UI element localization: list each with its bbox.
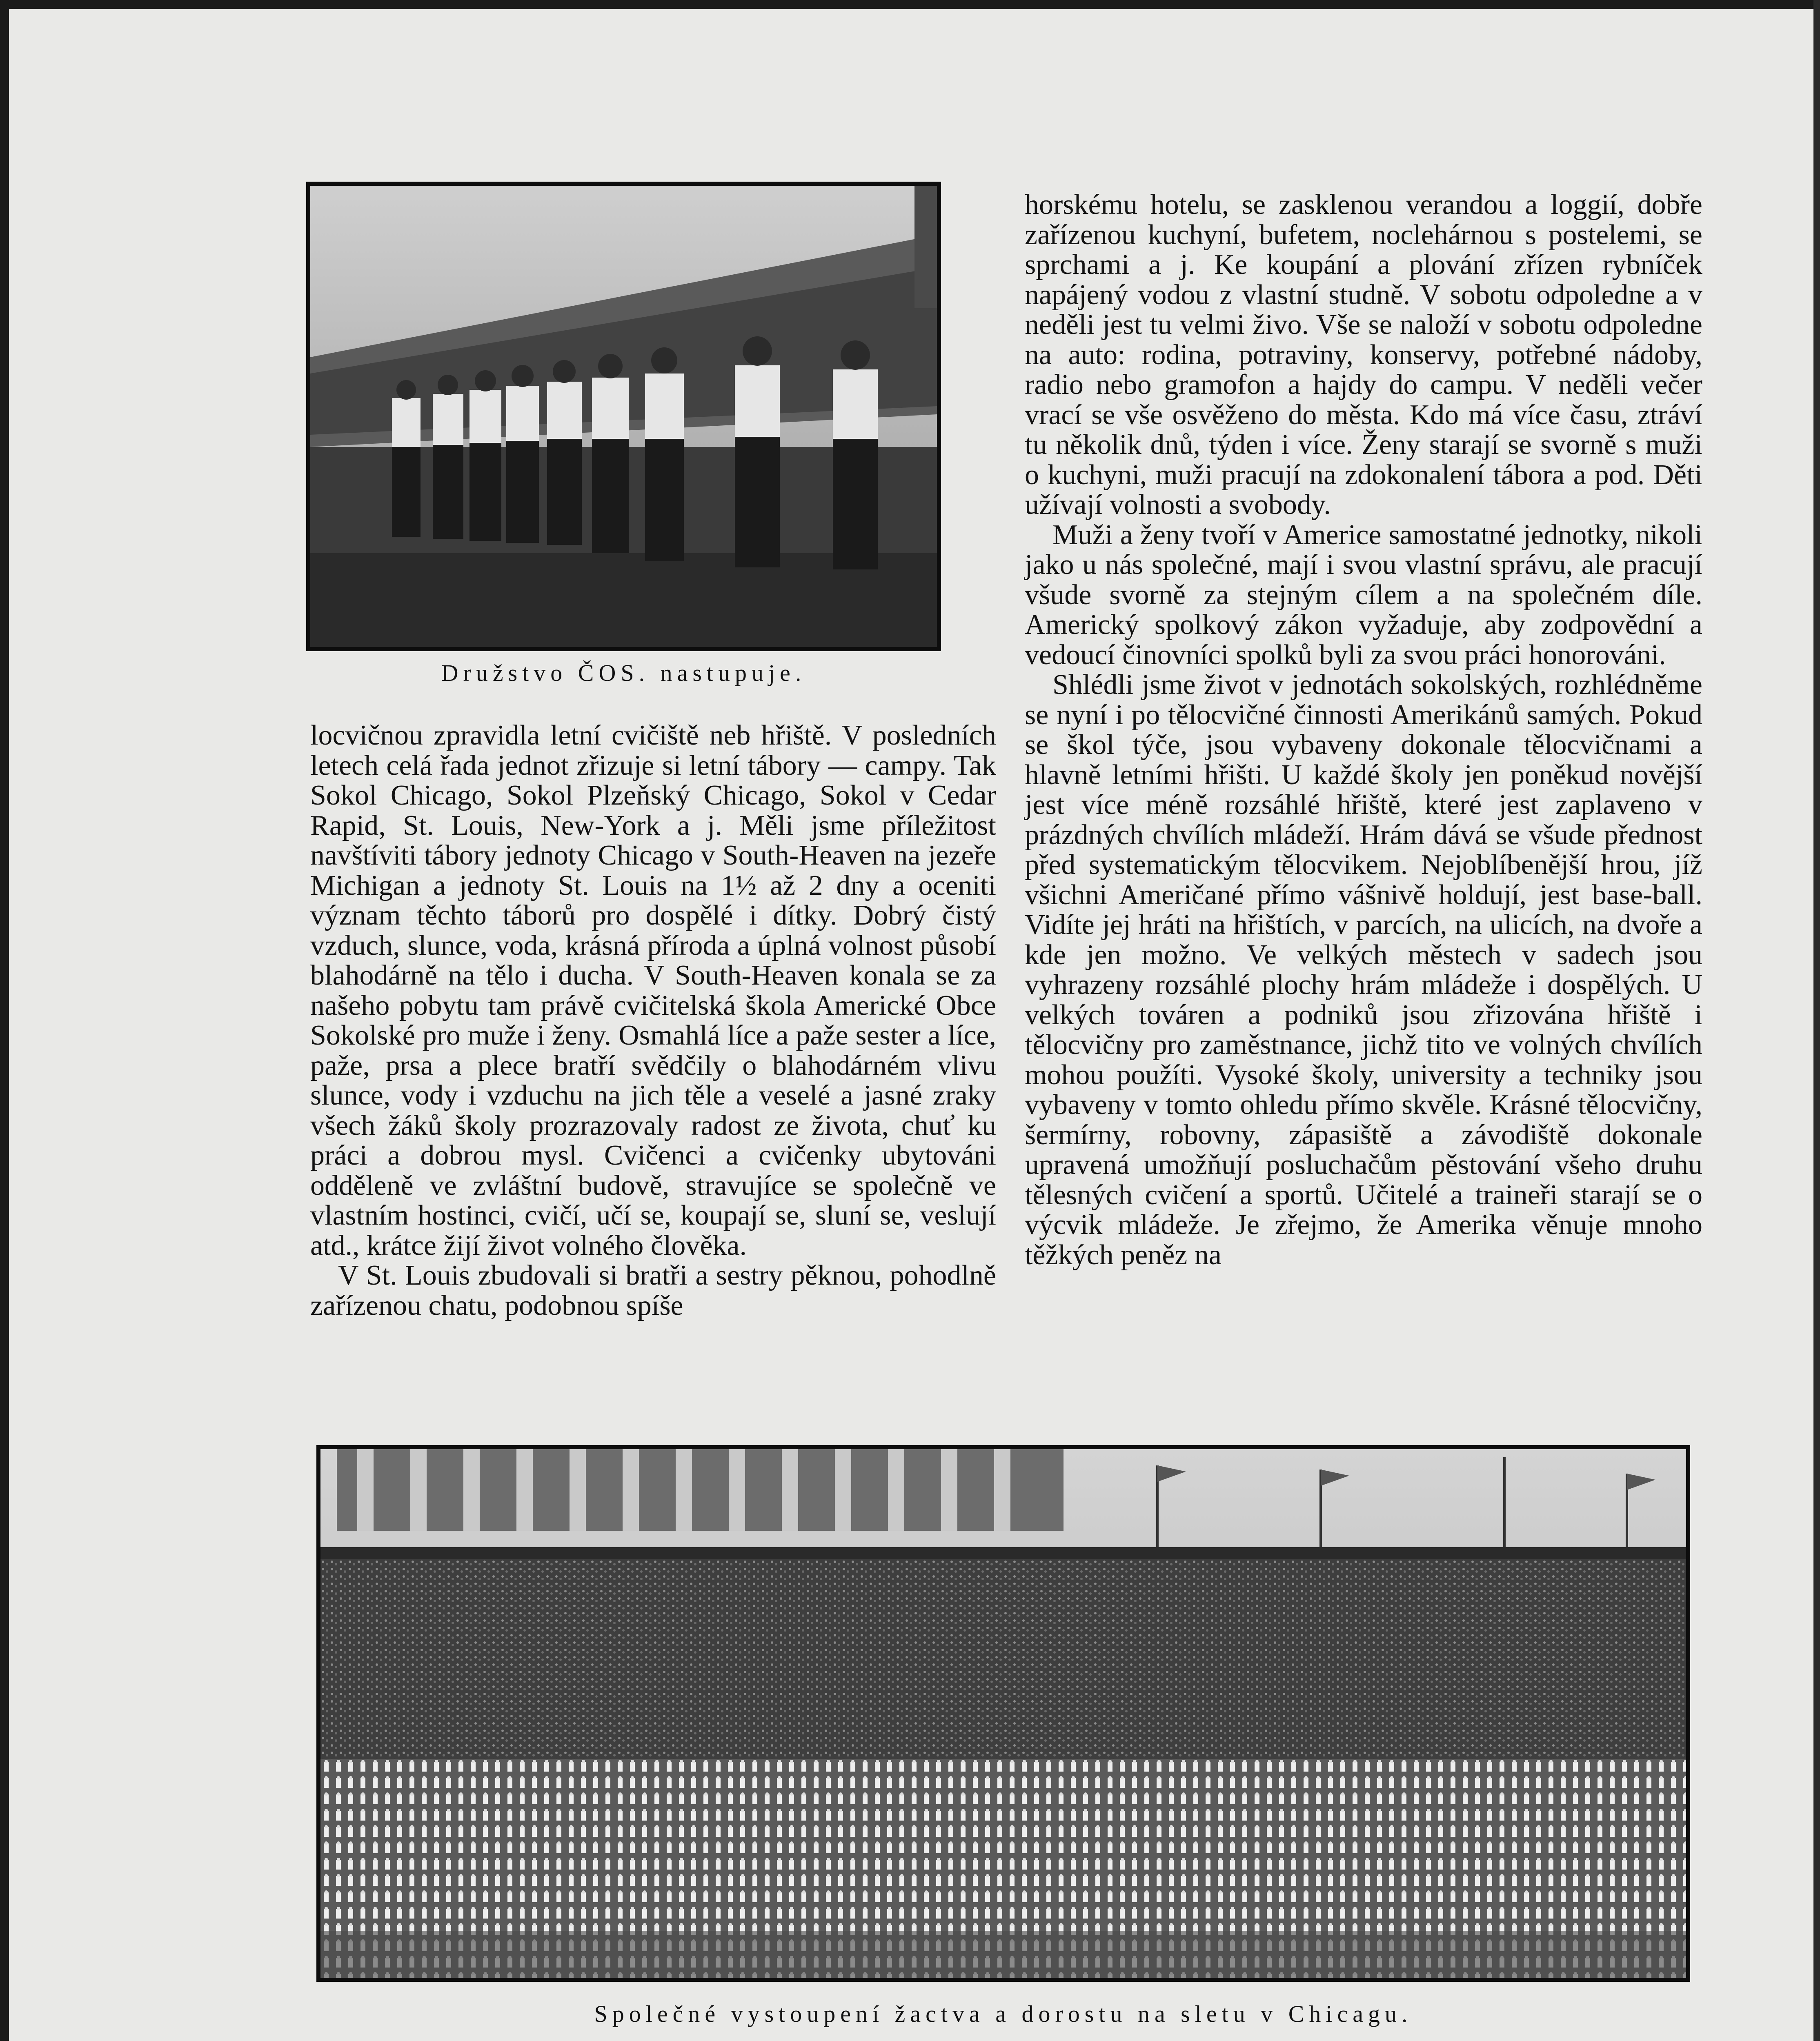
scan-edge-left	[0, 0, 9, 2041]
photo-stadium-performance-image	[320, 1449, 1686, 1978]
photo-stadium-performance-caption: Společné vystoupení žactva a dorostu na sletu v Chicagu.	[594, 2001, 1413, 2027]
right-paragraph-2: Muži a ženy tvoří v Americe samostatné jednotky, nikoli jako u nás společné, mají i svou vlastní správu, ale pracují všude svorně za stejným cílem a na společném díle. Americký spolkový zákon vyžaduje, aby zodpovědní a vedoucí činovníci spolků byli za svou práci honorováni.	[1025, 519, 1702, 671]
scan-edge-right	[1813, 0, 1820, 2041]
scan-edge-top	[0, 0, 1820, 9]
right-paragraph-3: Shlédli jsme život v jednotách sokolských, rozhlédněme se nyní i po tělocvičné činnosti Amerikánů samých. Pokud se škol týče, jsou vybaveny dokonale tělocvičnami a hlavně letními hřišti. U každé školy jen poněkud novější jest více méně rozsáhlé hřiště, které jest zaplaveno v prázdných chvílích mládeží. Hrám dává se všude přednost před systematickým tělocvikem. Nejoblíbenější hrou, jíž všichni Američané přímo vášnivě holdují, jest base-ball. Vidíte jej hráti na hřištích, v parcích, na ulicích, na dvoře a kde jen možno. Ve velkých městech v sadech jsou vyhrazeny rozsáhlé plochy hrám mládeže i dospělých. U velkých továren a podniků jsou zřizována hřiště i tělocvičny pro zaměstnance, jichž tito ve volných chvílích mohou použíti. Vysoké školy, university a techniky jsou vybaveny v tomto ohledu přímo skvěle. Krásné tělocvičny, šermírny, robovny, zápasiště a závodiště dokonale upravená umožňují posluchačům pěstování všeho druhu tělesných cvičení a sportů. Učitelé a traineři starají se o výcvik mládeže. Je zřejmo, že Amerika věnuje mnoho těžkých peněz na	[1025, 669, 1702, 1271]
left-paragraph-1: locvičnou zpravidla letní cvičiště neb hřiště. V posledních letech celá řada jednot zřizuje si letní tábory — campy. Tak Sokol Chicago, Sokol Plzeňský Chicago, Sokol v Cedar Rapid, St. Louis, New-York a j. Měli jsme příležitost navštíviti tábory jednoty Chicago v South-Heaven na jezeře Michigan a jednoty St. Louis na 1½ až 2 dny a oceniti význam těchto táborů pro dospělé i dítky. Dobrý čistý vzduch, slunce, voda, krásná příroda a úplná volnost působí blahodárně na tělo i ducha. V South-Heaven konala se za našeho pobytu tam právě cvičitelská škola Americké Obce Sokolské pro muže i ženy. Osmahlá líce a paže sester a líce, paže, prsa a plece bratří svědčily o blahodárném vlivu slunce, vody i vzduchu na jich těle a veselé a jasné zraky všech žáků školy prozrazovaly radost ze života, chuť ku práci a dobrou mysl. Cvičenci a cvičenky ubytováni odděleně ve zvláštní budově, stravujíce se společně ve vlastním hostinci, cvičí, učí se, koupají se, sluní se, veslují atd., krátce žijí život volného člověka.	[310, 720, 996, 1261]
photo-stadium-performance	[316, 1445, 1690, 1982]
photo-team-lineup-caption: Družstvo ČOS. nastupuje.	[441, 660, 806, 686]
right-column	[1025, 190, 1702, 1270]
photo-team-lineup	[306, 182, 941, 651]
right-paragraph-1: horskému hotelu, se zasklenou verandou a loggií, dobře zařízenou kuchyní, bufetem, noclehárnou s postelemi, se sprchami a j. Ke koupání a plování zřízen rybníček napájený vodou z vlastní studně. V sobotu odpoledne a v neděli jest tu velmi živo. Vše se naloží v sobotu odpoledne na auto: rodina, potraviny, konservy, potřebné nádoby, radio nebo gramofon a hajdy do campu. V neděli večer vrací se vše osvěženo do města. Kdo má více času, ztráví tu několik dnů, týden i více. Ženy starají se svorně s muži o kuchyni, muži pracují na zdokonalení tábora a pod. Děti užívají volnosti a svobody.	[1025, 189, 1702, 520]
left-paragraph-2: V St. Louis zbudovali si bratři a sestry pěknou, pohodlně zařízenou chatu, podobnou spíše	[310, 1260, 996, 1321]
left-column	[310, 720, 996, 1321]
photo-team-lineup-image	[310, 186, 937, 647]
